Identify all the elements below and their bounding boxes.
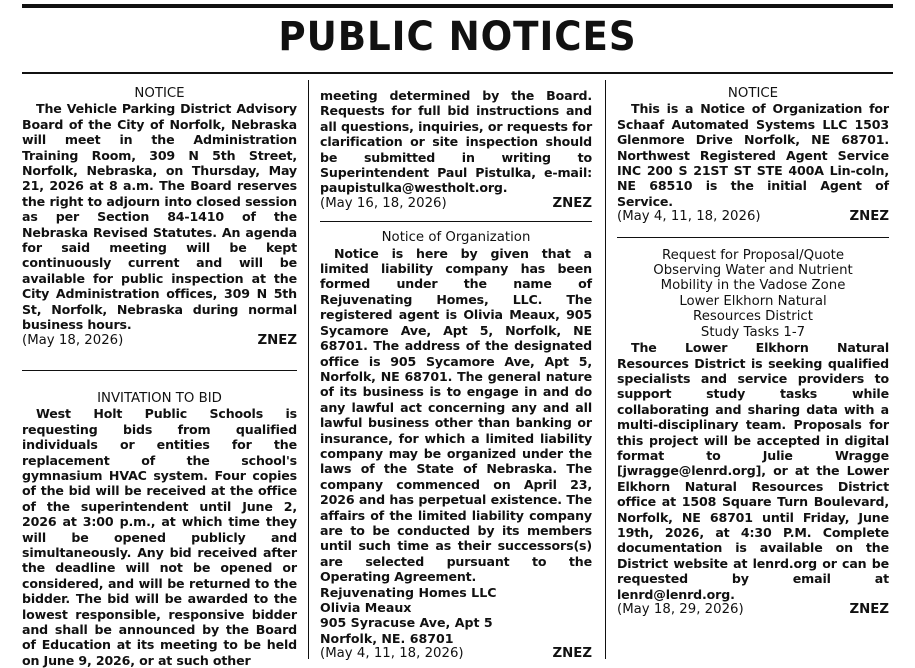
masthead-top-rule: [22, 4, 893, 8]
signature-line: Rejuvenating Homes LLC: [320, 584, 497, 600]
notice-separator: [22, 370, 297, 371]
notice-body: Notice is here by given that a limited liability company has been formed under the name of Rejuvenating Homes, LLC. The registered agent is Olivia Meaux, 905 Sycamore Ave, Apt 5, Norfolk, NE 68701. The address of the designated office is 905 Sycamore Ave, Apt 5, Norfolk, NE 68701. The general nature of its business is to engage in and do any lawful act concerning any and all lawful business other than banking or insurance, for which a limited liability company may be organized under the laws of the State of Nebraska. The company commenced on April 23, 2026 and has perpetual existence. The affairs of the limited liability company are to be conducted by its members until such time as their successors(s) are selected pursuant to the Operating Agreement.: [320, 245, 592, 585]
heading-line: Resources District: [693, 309, 813, 325]
notice-separator: [320, 221, 592, 222]
notice-heading: NOTICE: [727, 86, 779, 101]
masthead-bottom-rule: [22, 72, 893, 74]
column-2: [320, 88, 592, 662]
notice-parking-district: [22, 86, 297, 348]
notice-date-line: [320, 646, 592, 661]
notice-body: The Lower Elkhorn Natural Resources District is seeking qualified specialists and service providers to support study tasks while collaborating and sharing data with a multi-disciplinary team. Proposals for this project will be accepted in digital format to Julie Wragge [jwragge@lenrd.org], or at the Lower Elkhorn Natural Resources District office at 1508 Square Turn Boulevard, Norfolk, NE 68701 until Friday, June 19th, 2026, at 4:30 P.M. Complete documentation is available on the District website at lenrd.org or can be requested by email at lenrd@lenrd.org.: [617, 340, 889, 602]
publication-code: ZNEZ: [257, 332, 297, 348]
heading-line: Lower Elkhorn Natural: [679, 293, 827, 309]
notice-organization-rejuvenating-homes: [320, 230, 592, 661]
notice-organization-schaaf: [617, 86, 889, 225]
publication-code: ZNEZ: [552, 195, 592, 211]
publication-code: ZNEZ: [552, 646, 592, 662]
notice-body: West Holt Public Schools is requesting bids from qualified individuals or entities for the replacement of the school's gymnasium HVAC system. Four copies of the bid will be received at the office of the superintendent until June 2, 2026 at 3:00 p.m., at which time they will be opened publicly and simultaneously. Any bid received after the deadline will not be opened or considered, and will be returned to the bidder. The bid will be awarded to the lowest responsible, responsive bidder and shall be announced by the Board of Education at its meeting to be held on June 9, 2026, or at such other: [22, 406, 297, 668]
notice-body: meeting determined by the Board. Requests for full bid instructions and all questions, inquiries, or requests for clarification or site inspection should be submitted in writing to Superintendent Paul Pistulka, e-mail: paupistulka@westholt.org.: [320, 88, 592, 196]
publication-dates: (May 18, 29, 2026): [617, 602, 744, 617]
notice-body: This is a Notice of Organization for Schaaf Automated Systems LLC 1503 Glenmore Drive Norfolk, NE 68701. Northwest Registered Agent Service INC 200 S 21ST ST STE 400A Lin-coln, NE 68510 is the initial Agent of Service.: [617, 101, 889, 209]
notice-heading: [617, 248, 889, 340]
notice-heading: NOTICE: [134, 86, 185, 101]
notice-invitation-to-bid-continued: [320, 88, 592, 211]
page-title: PUBLIC NOTICES: [278, 14, 637, 60]
signature-line: 905 Syracuse Ave, Apt 5: [320, 615, 493, 631]
notice-date-line: [320, 196, 592, 211]
notice-body: The Vehicle Parking District Advisory Board of the City of Norfolk, Nebraska will meet in the Administration Training Room, 309 N 5th Street, Norfolk, Nebraska, on Thursday, May 21, 2026 at 8 a.m. The Board reserves the right to adjourn into closed session as per Section 84-1410 of the Nebraska Revised Statutes. An agenda for said meeting will be kept continuously current and will be available for public inspection at the City Administration offices, 309 N 5th St, Norfolk, Nebraska during normal business hours.: [22, 101, 297, 333]
publication-code: ZNEZ: [849, 602, 889, 617]
publication-dates: (May 16, 18, 2026): [320, 195, 447, 211]
notice-separator: [617, 237, 889, 238]
publication-code: ZNEZ: [849, 209, 889, 225]
publication-dates: (May 4, 11, 18, 2026): [617, 209, 761, 225]
column-1: [22, 86, 297, 668]
notice-request-for-proposal: [617, 248, 889, 618]
column-divider-1: [308, 80, 309, 659]
heading-line: Study Tasks 1-7: [700, 324, 806, 340]
heading-line: Mobility in the Vadose Zone: [660, 278, 846, 294]
signature-line: Olivia Meaux: [320, 600, 412, 615]
column-3: [617, 86, 889, 617]
notice-date-line: [617, 209, 889, 224]
signature-line: Norfolk, NE. 68701: [320, 630, 454, 646]
heading-line: Request for Proposal/Quote: [661, 247, 845, 263]
notice-heading: Notice of Organization: [381, 230, 531, 246]
publication-dates: (May 4, 11, 18, 2026): [320, 646, 464, 662]
notice-heading: INVITATION TO BID: [97, 390, 222, 406]
notice-date-line: [22, 333, 297, 348]
column-divider-2: [605, 80, 606, 659]
heading-line: Observing Water and Nutrient: [653, 263, 853, 279]
notice-date-line: [617, 602, 889, 617]
publication-dates: (May 18, 2026): [22, 332, 124, 348]
notice-invitation-to-bid: [22, 391, 297, 668]
